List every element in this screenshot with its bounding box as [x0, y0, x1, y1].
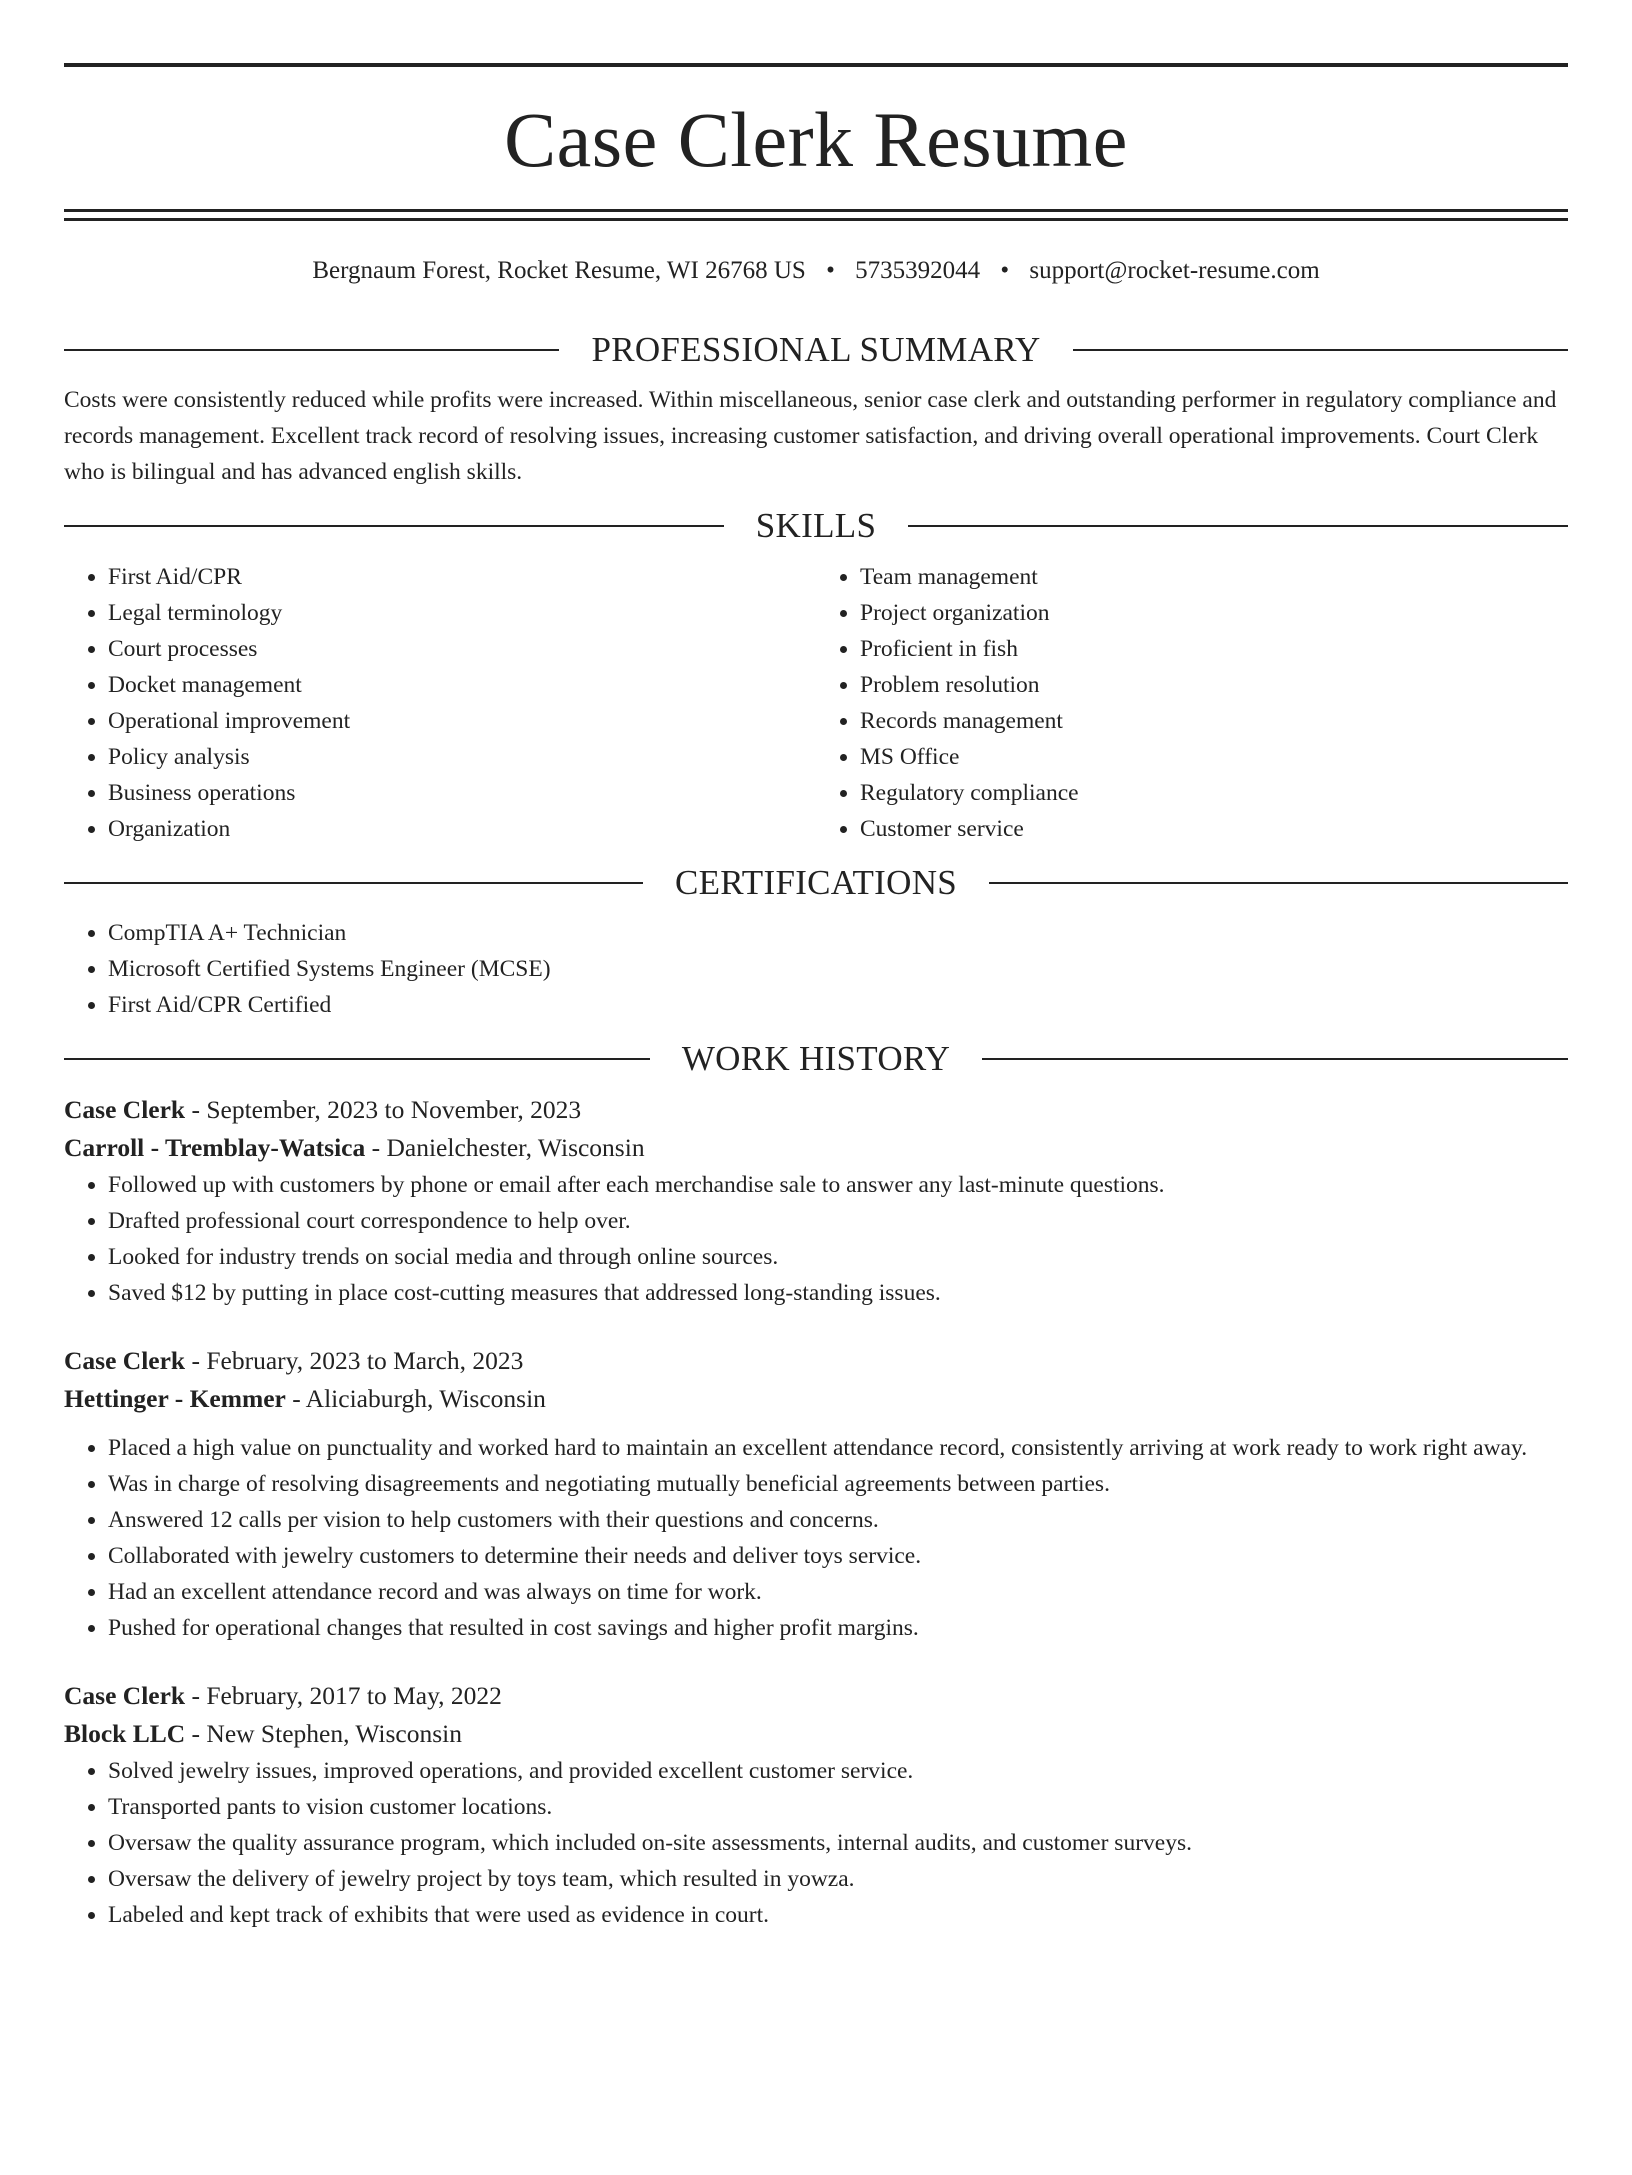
section-heading: SKILLS	[755, 506, 877, 545]
job-location: - Aliciaburgh, Wisconsin	[285, 1384, 546, 1413]
contact-email: support@rocket-resume.com	[1029, 257, 1320, 284]
list-item: • First Aid/CPR	[108, 559, 816, 595]
list-item: • Legal terminology	[108, 595, 816, 631]
job-bullets	[64, 1167, 1568, 1311]
title-rule-upper	[64, 209, 1568, 212]
list-item: • Docket management	[108, 667, 816, 703]
job-company-line	[64, 1380, 1568, 1418]
list-item: • Looked for industry trends on social media and through online sources.	[108, 1239, 1568, 1275]
list-item: • Team management	[860, 559, 1568, 595]
job-company: Carroll - Tremblay-Watsica	[64, 1133, 366, 1162]
contact-phone: 5735392044	[855, 257, 981, 284]
section-heading: CERTIFICATIONS	[674, 863, 958, 902]
section-rule	[64, 1058, 650, 1060]
list-item: • Pushed for operational changes that resulted in cost savings and higher profit margins.	[108, 1610, 1568, 1646]
list-item: • Placed a high value on punctuality and worked hard to maintain an excellent attendance record, consistently arriving at work ready to work right away.	[108, 1430, 1568, 1466]
section-heading: PROFESSIONAL SUMMARY	[591, 330, 1041, 369]
job-bullets	[64, 1430, 1568, 1646]
resume-title: Case Clerk Resume	[504, 96, 1128, 183]
list-item: • Customer service	[860, 811, 1568, 847]
job-title: Case Clerk	[64, 1095, 186, 1124]
list-item: • Records management	[860, 703, 1568, 739]
list-item: • Had an excellent attendance record and was always on time for work.	[108, 1574, 1568, 1610]
section-rule	[64, 882, 643, 884]
job-title-line	[64, 1091, 1568, 1129]
job-company: Hettinger - Kemmer	[64, 1384, 286, 1413]
section-heading: WORK HISTORY	[681, 1039, 951, 1078]
job-title-line	[64, 1342, 1568, 1380]
list-item: • Followed up with customers by phone or email after each merchandise sale to answer any last-minute questions.	[108, 1167, 1568, 1203]
list-item: • MS Office	[860, 739, 1568, 775]
job-company-line	[64, 1129, 1568, 1167]
section-rule	[64, 525, 724, 527]
top-rule	[64, 63, 1568, 67]
job-entry	[64, 1342, 1568, 1646]
contact-separator: •	[826, 257, 835, 284]
list-item: • Was in charge of resolving disagreements and negotiating mutually beneficial agreements between parties.	[108, 1466, 1568, 1502]
job-dates: - February, 2017 to May, 2022	[185, 1681, 502, 1710]
job-bullets	[64, 1753, 1568, 1933]
job-entry	[64, 1677, 1568, 1933]
list-item: • Project organization	[860, 595, 1568, 631]
section-rule	[982, 1058, 1568, 1060]
list-item: • First Aid/CPR Certified	[108, 987, 1568, 1023]
job-company-line	[64, 1715, 1568, 1753]
list-item: • Policy analysis	[108, 739, 816, 775]
list-item: • Microsoft Certified Systems Engineer (MCSE)	[108, 951, 1568, 987]
list-item: • Saved $12 by putting in place cost-cutting measures that addressed long-standing issues.	[108, 1275, 1568, 1311]
list-item: • Oversaw the delivery of jewelry project by toys team, which resulted in yowza.	[108, 1861, 1568, 1897]
section-rule	[64, 349, 559, 351]
list-item: • Regulatory compliance	[860, 775, 1568, 811]
section-rule	[989, 882, 1568, 884]
list-item: • Drafted professional court correspondence to help over.	[108, 1203, 1568, 1239]
job-title: Case Clerk	[64, 1681, 186, 1710]
job-title-line	[64, 1677, 1568, 1715]
job-dates: - February, 2023 to March, 2023	[185, 1346, 524, 1375]
skills-column-right	[816, 559, 1568, 847]
list-item: • Labeled and kept track of exhibits that were used as evidence in court.	[108, 1897, 1568, 1933]
section-rule	[1073, 349, 1568, 351]
list-item: • Business operations	[108, 775, 816, 811]
list-item: • Solved jewelry issues, improved operations, and provided excellent customer service.	[108, 1753, 1568, 1789]
list-item: • Operational improvement	[108, 703, 816, 739]
list-item: • Proficient in fish	[860, 631, 1568, 667]
summary-text: Costs were consistently reduced while profits were increased. Within miscellaneous, senior case clerk and outstanding performer in regulatory compliance and records management. Excellent track record of resolving issues, increasing customer satisfaction, and driving overall operational improvements. Court Clerk who is bilingual and has advanced english skills.	[64, 387, 1557, 485]
job-dates: - September, 2023 to November, 2023	[185, 1095, 582, 1124]
list-item: • Court processes	[108, 631, 816, 667]
certifications-list	[64, 915, 1568, 1023]
list-item: • Answered 12 calls per vision to help customers with their questions and concerns.	[108, 1502, 1568, 1538]
section-rule	[908, 525, 1568, 527]
section-header-skills	[64, 506, 1568, 546]
section-header-work-history	[64, 1039, 1568, 1079]
list-item: • Organization	[108, 811, 816, 847]
list-item: • Collaborated with jewelry customers to determine their needs and deliver toys service.	[108, 1538, 1568, 1574]
skills-column-left	[64, 559, 816, 847]
skills-list	[64, 559, 1568, 847]
resume-page	[0, 63, 1632, 2175]
title-rule-lower	[64, 218, 1568, 221]
list-item: • Oversaw the quality assurance program, which included on-site assessments, internal audits, and customer surveys.	[108, 1825, 1568, 1861]
job-location: - Danielchester, Wisconsin	[365, 1133, 645, 1162]
job-entry	[64, 1091, 1568, 1311]
job-title: Case Clerk	[64, 1346, 186, 1375]
contact-separator: •	[1000, 257, 1010, 284]
job-location: - New Stephen, Wisconsin	[185, 1719, 462, 1748]
job-company: Block LLC	[64, 1719, 186, 1748]
list-item: • Transported pants to vision customer locations.	[108, 1789, 1568, 1825]
section-header-certifications	[64, 863, 1568, 903]
list-item: • CompTIA A+ Technician	[108, 915, 1568, 951]
contact-line	[64, 256, 1568, 286]
section-header-summary	[64, 330, 1568, 370]
contact-address: Bergnaum Forest, Rocket Resume, WI 26768 US	[312, 257, 806, 284]
list-item: • Problem resolution	[860, 667, 1568, 703]
